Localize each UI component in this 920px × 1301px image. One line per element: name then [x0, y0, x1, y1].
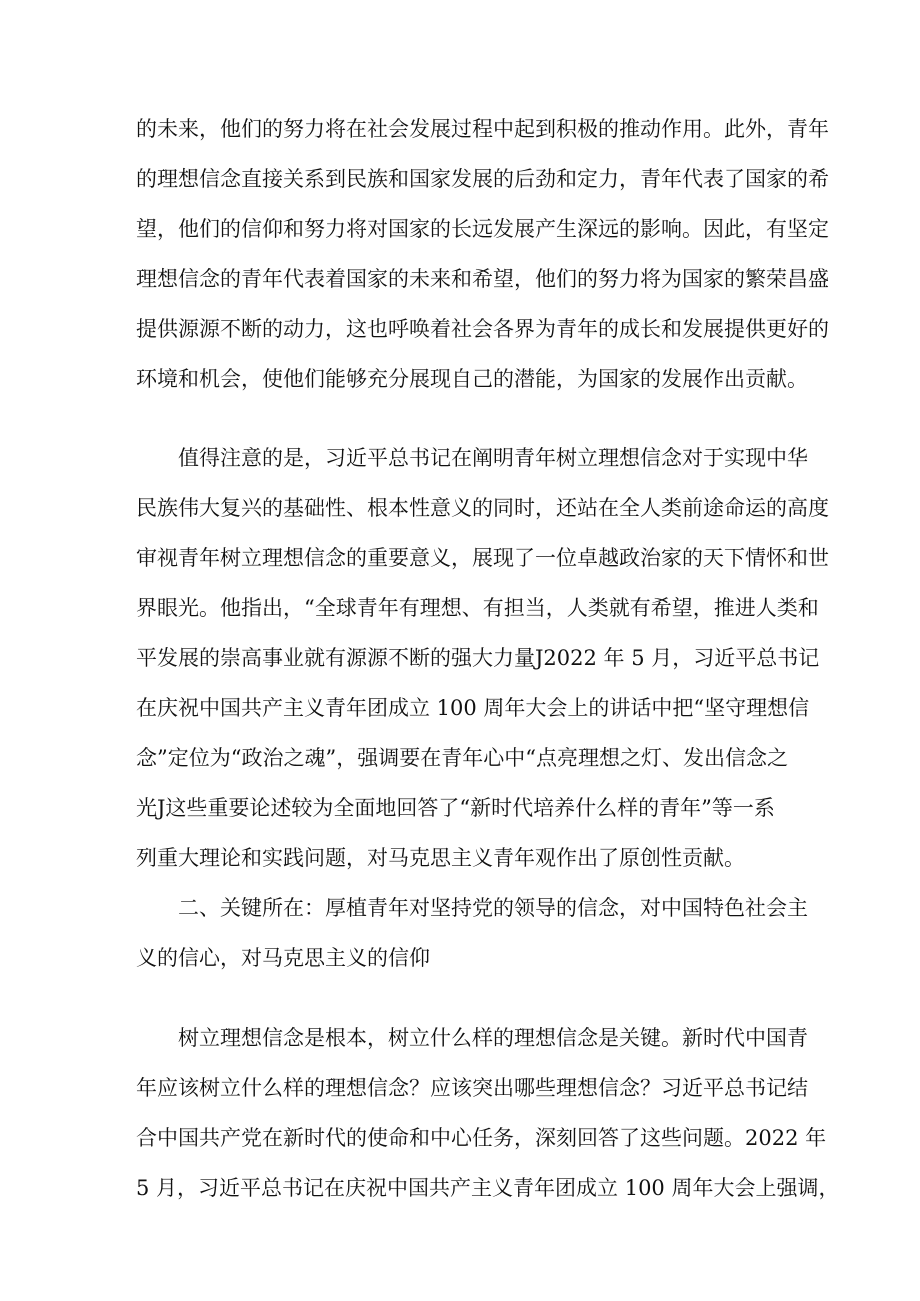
paragraph-2-line-9	[0, 838, 920, 878]
text-line: 值得注意的是，习近平总书记在阐明青年树立理想信念对于实现中华	[178, 446, 808, 470]
paragraph-1-line-1	[0, 109, 920, 149]
text-line: 光J这些重要论述较为全面地回答了“新时代培养什么样的青年”等一系	[136, 796, 775, 820]
paragraph-2-line-4	[0, 588, 920, 628]
text-line: 民族伟大复兴的基础性、根本性意义的同时，还站在全人类前途命运的高度	[136, 496, 829, 520]
text-line: 年应该树立什么样的理想信念？应该突出哪些理想信念？习近平总书记结	[136, 1076, 808, 1100]
text-line: 的理想信念直接关系到民族和国家发展的后劲和定力，青年代表了国家的希	[136, 167, 829, 191]
paragraph-1-line-4	[0, 259, 920, 299]
paragraph-2-line-2	[0, 488, 920, 528]
text-line: 列重大理论和实践问题，对马克思主义青年观作出了原创性贡献。	[136, 846, 745, 870]
section-heading-text: 二、关键所在：厚植青年对坚持党的领导的信念，对中国特色社会主	[178, 896, 808, 920]
paragraph-3-line-4	[0, 1168, 920, 1208]
paragraph-3-line-1	[0, 1018, 920, 1058]
text-line: 树立理想信念是根本，树立什么样的理想信念是关键。新时代中国青	[178, 1026, 808, 1050]
paragraph-1-line-3	[0, 209, 920, 249]
paragraph-2-line-1	[0, 438, 920, 478]
paragraph-2-line-6	[0, 688, 920, 728]
paragraph-3-line-3	[0, 1118, 920, 1158]
paragraph-2-line-3	[0, 538, 920, 578]
paragraph-2-line-8	[0, 788, 920, 828]
paragraph-2-line-5	[0, 638, 920, 678]
text-line: 提供源源不断的动力，这也呼唤着社会各界为青年的成长和发展提供更好的	[136, 317, 829, 341]
section-heading-line-2	[0, 938, 920, 978]
paragraph-2-line-7	[0, 738, 920, 778]
text-line: 合中国共产党在新时代的使命和中心任务，深刻回答了这些问题。2022 年	[136, 1126, 827, 1150]
paragraph-3-line-2	[0, 1068, 920, 1108]
paragraph-1-line-2	[0, 159, 920, 199]
section-heading-text: 义的信心，对马克思主义的信仰	[136, 946, 430, 970]
text-line: 念”定位为“政治之魂”，强调要在青年心中“点亮理想之灯、发出信念之	[136, 746, 788, 770]
text-line: 的未来，他们的努力将在社会发展过程中起到积极的推动作用。此外，青年	[136, 117, 829, 141]
text-line: 环境和机会，使他们能够充分展现自己的潜能，为国家的发展作出贡献。	[136, 367, 808, 391]
text-line: 审视青年树立理想信念的重要意义，展现了一位卓越政治家的天下情怀和世	[136, 546, 829, 570]
text-line: 平发展的崇高事业就有源源不断的强大力量J2022 年 5 月，习近平总书记	[136, 646, 820, 670]
section-heading-line-1	[0, 888, 920, 928]
text-line: 5 月，习近平总书记在庆祝中国共产主义青年团成立 100 周年大会上强调，	[136, 1176, 840, 1200]
text-line: 理想信念的青年代表着国家的未来和希望，他们的努力将为国家的繁荣昌盛	[136, 267, 829, 291]
paragraph-1-line-5	[0, 309, 920, 349]
text-line: 望，他们的信仰和努力将对国家的长远发展产生深远的影响。因此，有坚定	[136, 217, 829, 241]
paragraph-1-line-6	[0, 359, 920, 399]
text-line: 界眼光。他指出，“全球青年有理想、有担当，人类就有希望，推进人类和	[136, 596, 819, 620]
text-line: 在庆祝中国共产主义青年团成立 100 周年大会上的讲话中把“坚守理想信	[136, 696, 810, 720]
